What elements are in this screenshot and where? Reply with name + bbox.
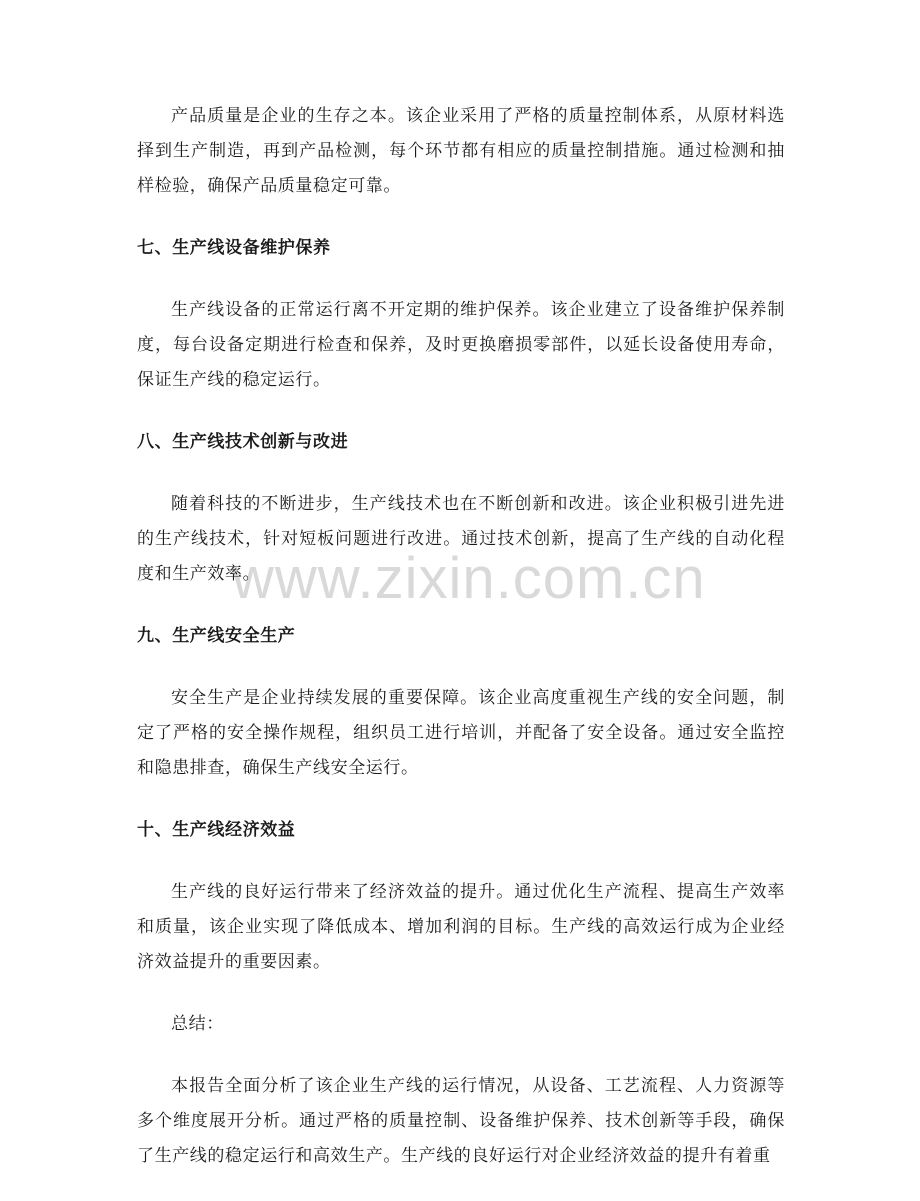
paragraph-equipment-maintenance: 生产线设备的正常运行离不开定期的维护保养。该企业建立了设备维护保养制度，每台设备定期进行检查和保养，及时更换磨损零部件，以延长设备使用寿命，保证生产线的稳定运行。 <box>137 300 785 390</box>
heading-economic-benefit: 十、生产线经济效益 <box>137 820 296 840</box>
paragraph-tech-innovation: 随着科技的不断进步，生产线技术也在不断创新和改进。该企业积极引进先进的生产线技术，针对短板问题进行改进。通过技术创新，提高了生产线的自动化程度和生产效率。 <box>137 494 785 584</box>
watermark: www.zixin.com.cn <box>232 546 706 611</box>
heading-equipment-maintenance: 七、生产线设备维护保养 <box>137 238 331 258</box>
paragraph-safety: 安全生产是企业持续发展的重要保障。该企业高度重视生产线的安全问题，制定了严格的安全操作规程，组织员工进行培训，并配备了安全设备。通过安全监控和隐患排查，确保生产线安全运行。 <box>137 688 785 778</box>
heading-tech-innovation: 八、生产线技术创新与改进 <box>137 432 349 452</box>
paragraph-economic-benefit: 生产线的良好运行带来了经济效益的提升。通过优化生产流程、提高生产效率和质量，该企业实现了降低成本、增加利润的目标。生产线的高效运行成为企业经济效益提升的重要因素。 <box>137 882 785 972</box>
heading-safety: 九、生产线安全生产 <box>137 626 296 646</box>
paragraph-quality: 产品质量是企业的生存之本。该企业采用了严格的质量控制体系，从原材料选择到生产制造，再到产品检测，每个环节都有相应的质量控制措施。通过检测和抽样检验，确保产品质量稳定可靠。 <box>137 106 785 196</box>
paragraph-summary: 本报告全面分析了该企业生产线的运行情况，从设备、工艺流程、人力资源等多个维度展开分析。通过严格的质量控制、设备维护保养、技术创新等手段，确保了生产线的稳定运行和高效生产。生产线的良好运行对企业经济效益的提升有着重 <box>137 1076 785 1166</box>
summary-label: 总结： <box>171 1014 224 1034</box>
document-page <box>137 99 785 1201</box>
